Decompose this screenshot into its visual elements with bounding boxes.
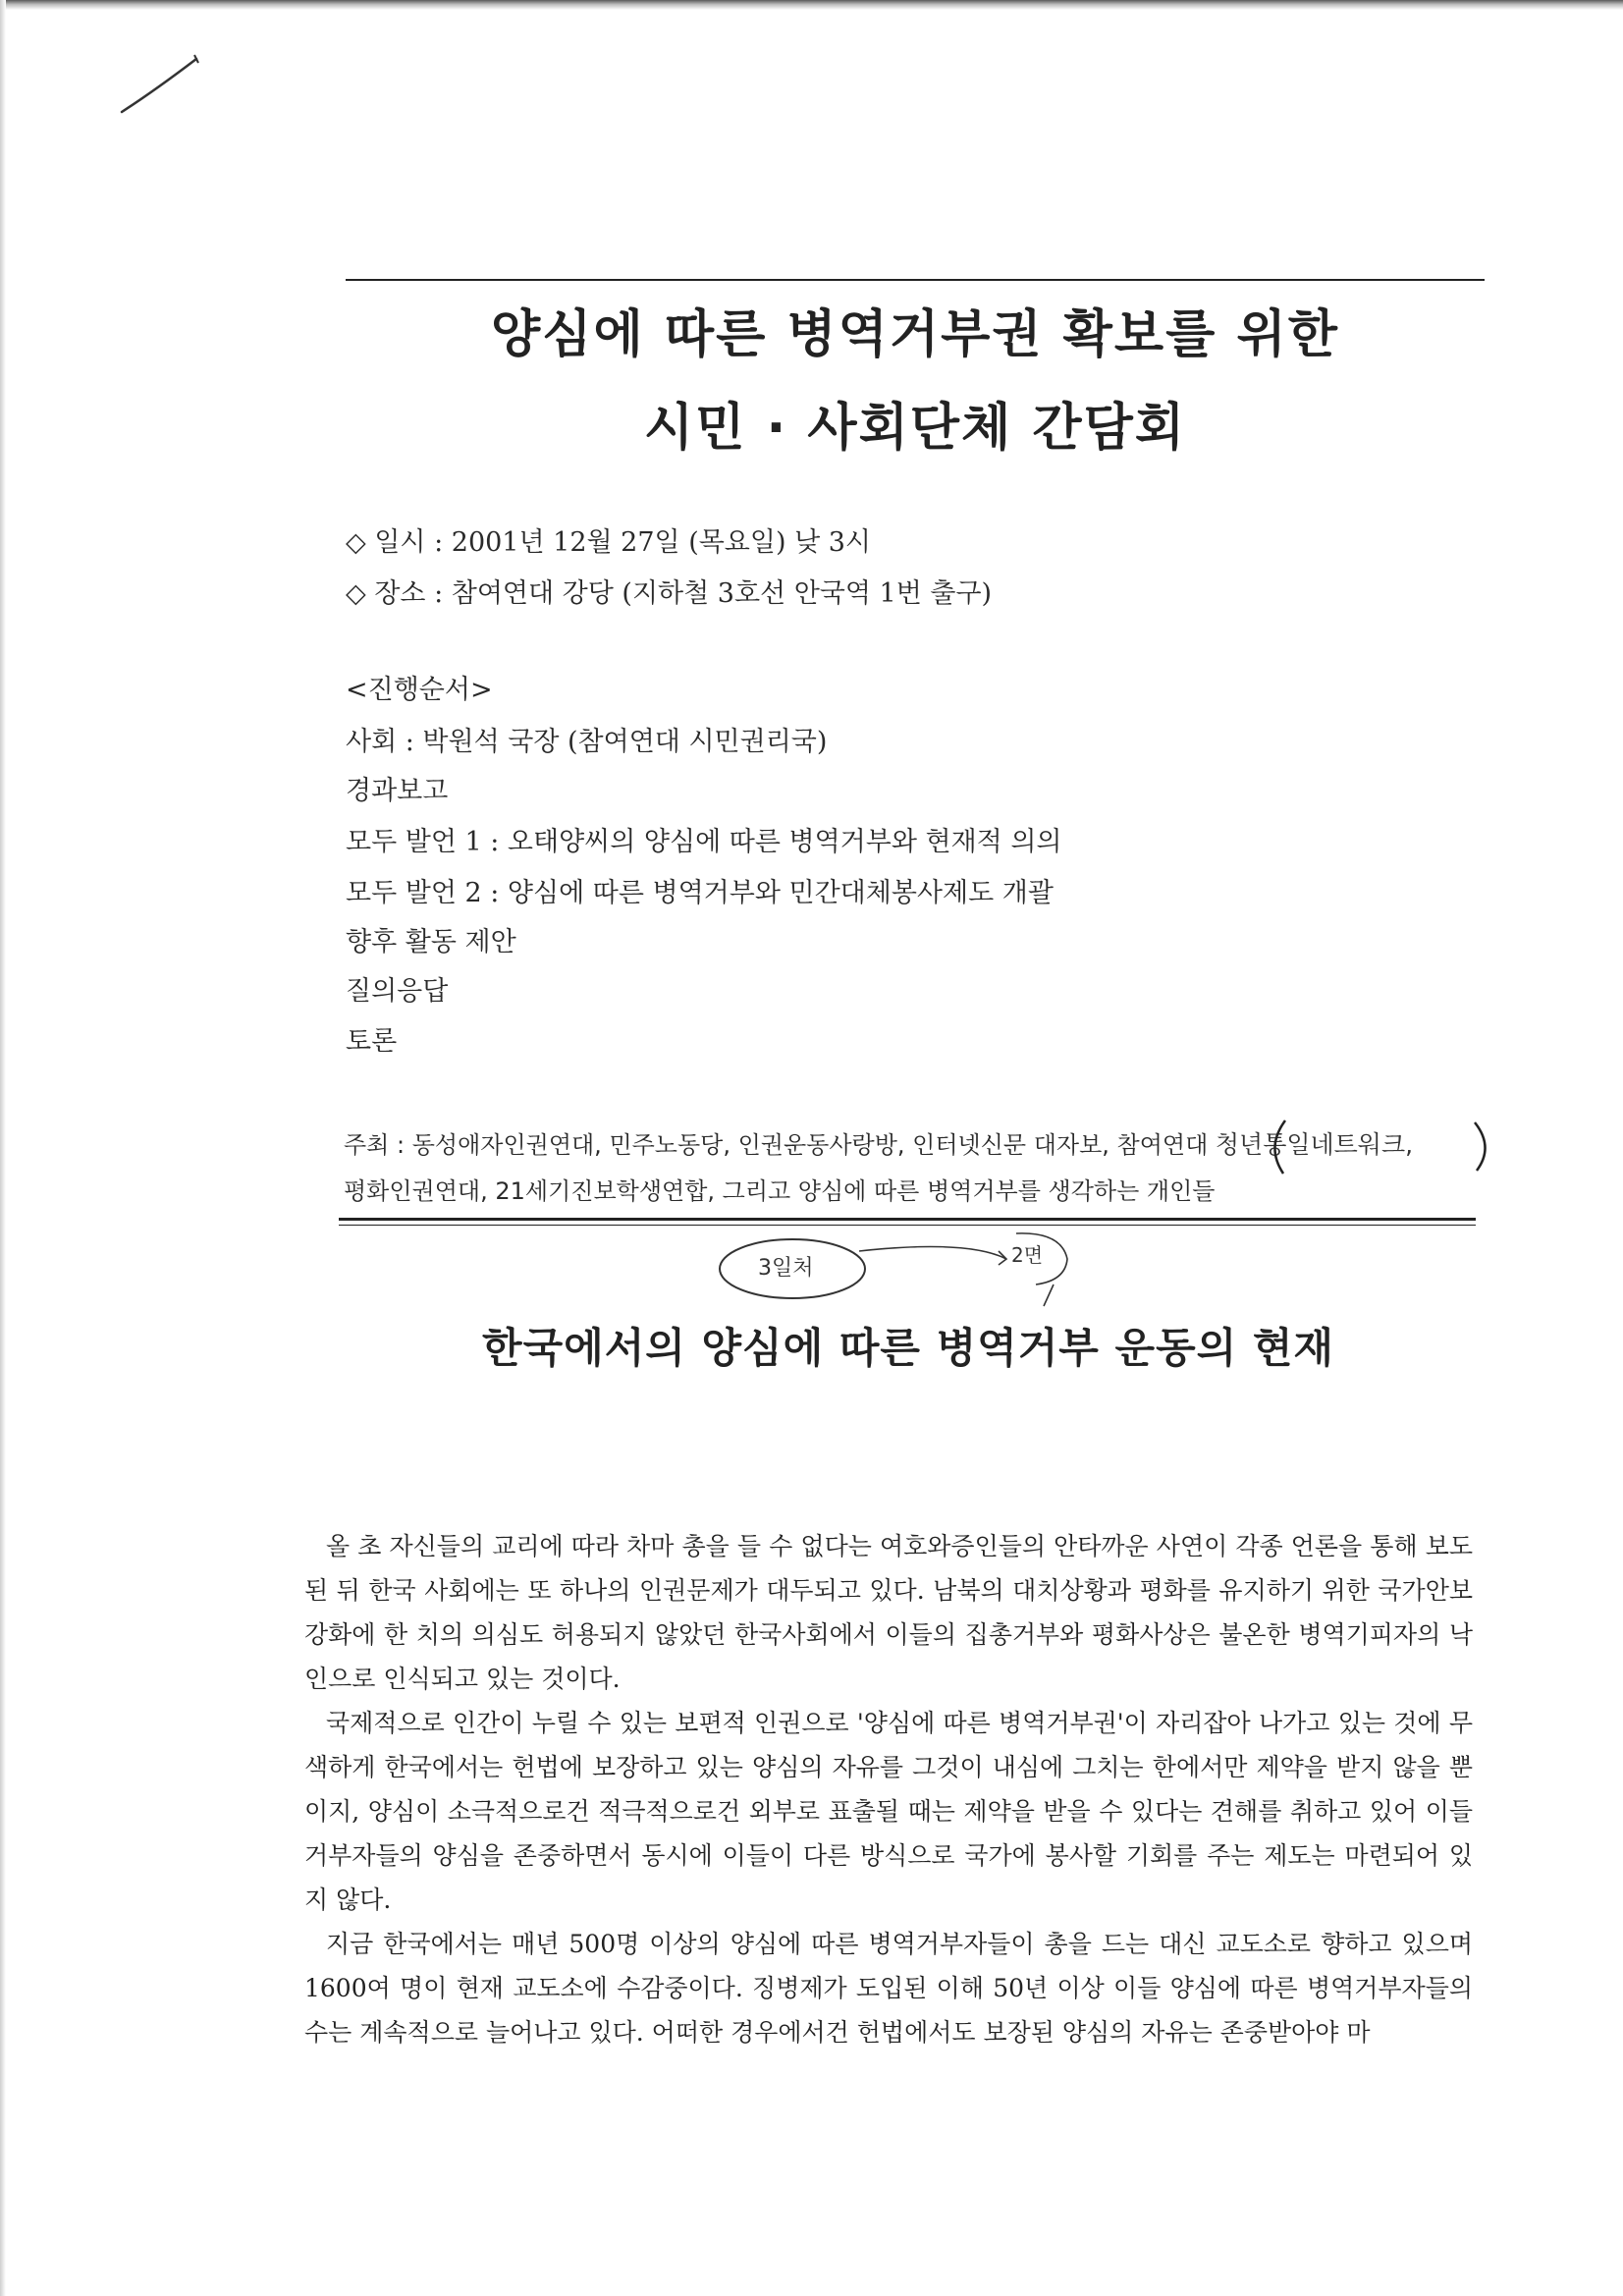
hosts-handwritten-addition: 청년통일네트워크, (1215, 1130, 1414, 1159)
event-date: ◇ 일시 : 2001년 12월 27일 (목요일) 낮 3시 (346, 527, 872, 558)
program-item-speech2: 모두 발언 2 : 양심에 따른 병역거부와 민간대체봉사제도 개괄 (346, 878, 1054, 908)
side-note: 2면 (1011, 1243, 1044, 1267)
header-rule (346, 279, 1485, 281)
pen-mark-icon (116, 51, 204, 120)
scan-left-edge (0, 0, 6, 2296)
circled-note: 3일처 (758, 1256, 814, 1281)
body-paragraph-3: 지금 한국에서는 매년 500명 이상의 양심에 따른 병역거부자들이 총을 드는 대신 교도소로 향하고 있으며 1600여 명이 현재 교도소에 수감중이다. 징병제가 도입된 이해 50년 이상 이들 양심에 따른 병역거부자들의 수는 계속적으로 늘어나고 있다. 어떠한 경우에서건 헌법에서도 보장된 양심의 자유는 존중받아야 마 (304, 1930, 1473, 2047)
hosts-rule-thick (339, 1218, 1476, 1221)
program-item-proposal: 향후 활동 제안 (346, 927, 516, 957)
program-item-discussion: 토론 (346, 1026, 398, 1057)
program-item-qa: 질의응답 (346, 976, 449, 1007)
hosts-rule-thin (339, 1225, 1476, 1226)
page-title-line1: 양심에 따른 병역거부권 확보를 위한 (491, 305, 1339, 364)
page-title-line2: 시민 · 사회단체 간담회 (643, 399, 1187, 458)
body-paragraph-2: 국제적으로 인간이 누릴 수 있는 보편적 인권으로 '양심에 따른 병역거부권'이 자리잡아 나가고 있는 것에 무색하게 한국에서는 헌법에 보장하고 있는 양심의 자유를 그것이 내심에 그치는 한에서만 제약을 받지 않을 뿐이지, 양심이 소극적으로건 적극적으로건 외부로 표출될 때는 제약을 받을 수 있다는 견해를 취하고 있어 이들 거부자들의 양심을 존중하면서 동시에 이들이 다른 방식으로 국가에 봉사할 기회를 주는 제도는 마련되어 있지 않다. (304, 1709, 1473, 1914)
hosts-line2: 평화인권연대, 21세기진보학생연합, 그리고 양심에 따른 병역거부를 생각하는 개인들 (344, 1177, 1216, 1205)
hosts-line1 (344, 1125, 1413, 1161)
right-paren-ink-icon (1469, 1120, 1498, 1174)
event-place: ◇ 장소 : 참여연대 강당 (지하철 3호선 안국역 1번 출구) (346, 578, 993, 609)
program-item-report: 경과보고 (346, 776, 449, 806)
left-paren-ink-icon (1262, 1118, 1291, 1176)
body-paragraph-1: 올 초 자신들의 교리에 따라 차마 총을 들 수 없다는 여호와증인들의 안타까운 사연이 각종 언론을 통해 보도된 뒤 한국 사회에는 또 하나의 인권문제가 대두되고 있다. 남북의 대치상황과 평화를 유지하기 위한 국가안보 강화에 한 치의 의심도 허용되지 않았던 한국사회에서 이들의 집총거부와 평화사상은 불온한 병역기피자의 낙인으로 인식되고 있는 것이다. (304, 1532, 1473, 1693)
section-title: 한국에서의 양심에 따른 병역거부 운동의 현재 (482, 1324, 1334, 1372)
program-item-speech1: 모두 발언 1 : 오태양씨의 양심에 따른 병역거부와 현재적 의의 (346, 827, 1062, 857)
scan-top-edge (0, 0, 1623, 10)
program-item-moderator: 사회 : 박원석 국장 (참여연대 시민권리국) (346, 727, 828, 757)
program-heading: <진행순서> (346, 675, 493, 705)
hosts-line1-text: 주최 : 동성애자인권연대, 민주노동당, 인권운동사랑방, 인터넷신문 대자보, 참여연대 (344, 1131, 1209, 1159)
